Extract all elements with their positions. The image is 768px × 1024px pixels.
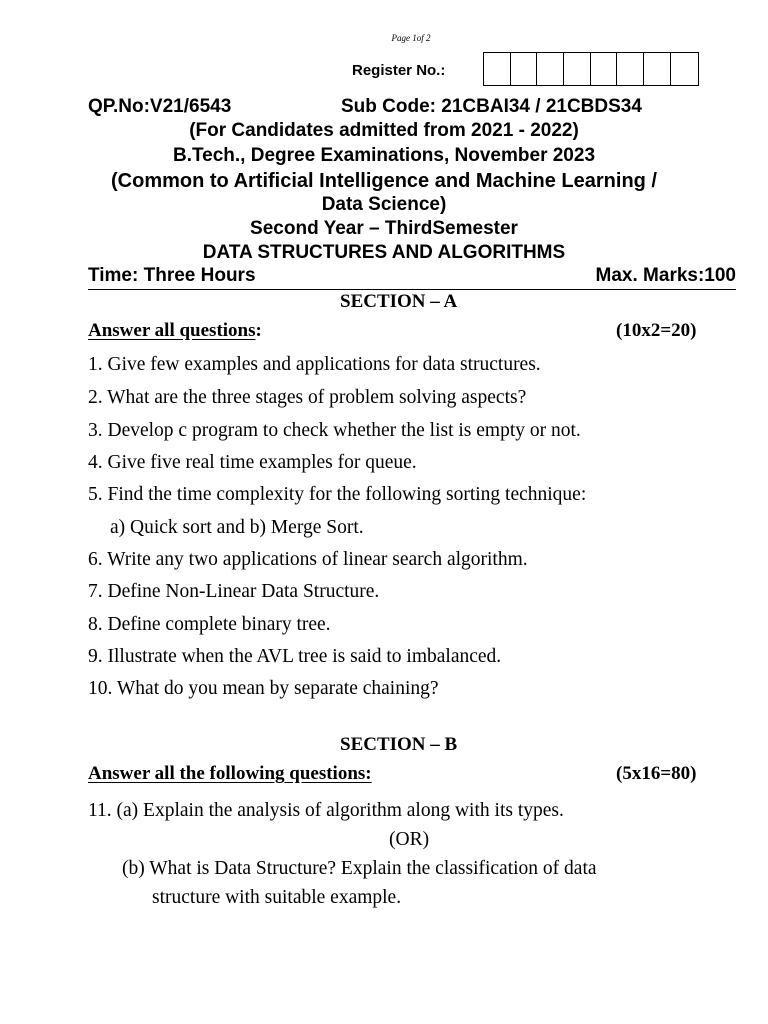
subject-title: DATA STRUCTURES AND ALGORITHMS	[202, 242, 566, 263]
register-digit-box[interactable]	[537, 53, 564, 85]
section-a-instruction-text: Answer all questions	[88, 320, 256, 341]
register-number-boxes[interactable]	[483, 52, 699, 86]
section-a-instruction	[88, 320, 262, 342]
question-1: 1. Give few examples and applications for data structures.	[88, 354, 541, 375]
question-2: 2. What are the three stages of problem solving aspects?	[88, 387, 527, 408]
register-digit-box[interactable]	[617, 53, 644, 85]
question-7: 7. Define Non-Linear Data Structure.	[88, 581, 380, 602]
section-a-title: SECTION – A	[340, 291, 458, 312]
register-digit-box[interactable]	[484, 53, 511, 85]
register-digit-box[interactable]	[671, 53, 698, 85]
exam-line: B.Tech., Degree Examinations, November 2023	[172, 145, 596, 166]
time-marks-row	[88, 265, 736, 290]
register-label: Register No.:	[352, 62, 446, 79]
register-digit-box[interactable]	[644, 53, 671, 85]
question-6: 6. Write any two applications of linear search algorithm.	[88, 549, 528, 570]
question-11a: 11. (a) Explain the analysis of algorithm along with its types.	[88, 800, 564, 821]
register-digit-box[interactable]	[564, 53, 591, 85]
question-11b: (b) What is Data Structure? Explain the classification of data	[122, 858, 597, 879]
question-11b-continued: structure with suitable example.	[152, 887, 402, 908]
section-a-marks: (10x2=20)	[616, 320, 697, 341]
register-digit-box[interactable]	[511, 53, 538, 85]
section-b-instruction: Answer all the following questions:	[88, 763, 372, 784]
question-3: 3. Develop c program to check whether the list is empty or not.	[88, 420, 581, 441]
or-separator: (OR)	[389, 829, 430, 850]
subject-code: Sub Code: 21CBAI34 / 21CBDS34	[341, 96, 642, 117]
section-b-title: SECTION – B	[340, 734, 458, 755]
question-8: 8. Define complete binary tree.	[88, 614, 331, 635]
common-to-line: (Common to Artificial Intelligence and Machine Learning /	[111, 170, 657, 192]
exam-duration: Time: Three Hours	[88, 265, 256, 286]
register-digit-box[interactable]	[591, 53, 618, 85]
common-to-line-2: Data Science)	[321, 194, 447, 215]
max-marks: Max. Marks:100	[595, 265, 736, 286]
question-4: 4. Give five real time examples for queue.	[88, 452, 417, 473]
section-a-instruction-colon: :	[255, 320, 262, 341]
question-5: 5. Find the time complexity for the following sorting technique:	[88, 484, 587, 505]
question-5-options: a) Quick sort and b) Merge Sort.	[110, 517, 364, 538]
section-b-marks: (5x16=80)	[616, 763, 697, 784]
question-9: 9. Illustrate when the AVL tree is said to imbalanced.	[88, 646, 502, 667]
candidates-line: (For Candidates admitted from 2021 - 2022)	[189, 120, 579, 141]
page-indicator: Page 1of 2	[391, 33, 431, 43]
qp-number: QP.No:V21/6543	[88, 96, 232, 117]
year-semester-line: Second Year – ThirdSemester	[250, 218, 518, 239]
question-10: 10. What do you mean by separate chaining?	[88, 678, 439, 699]
